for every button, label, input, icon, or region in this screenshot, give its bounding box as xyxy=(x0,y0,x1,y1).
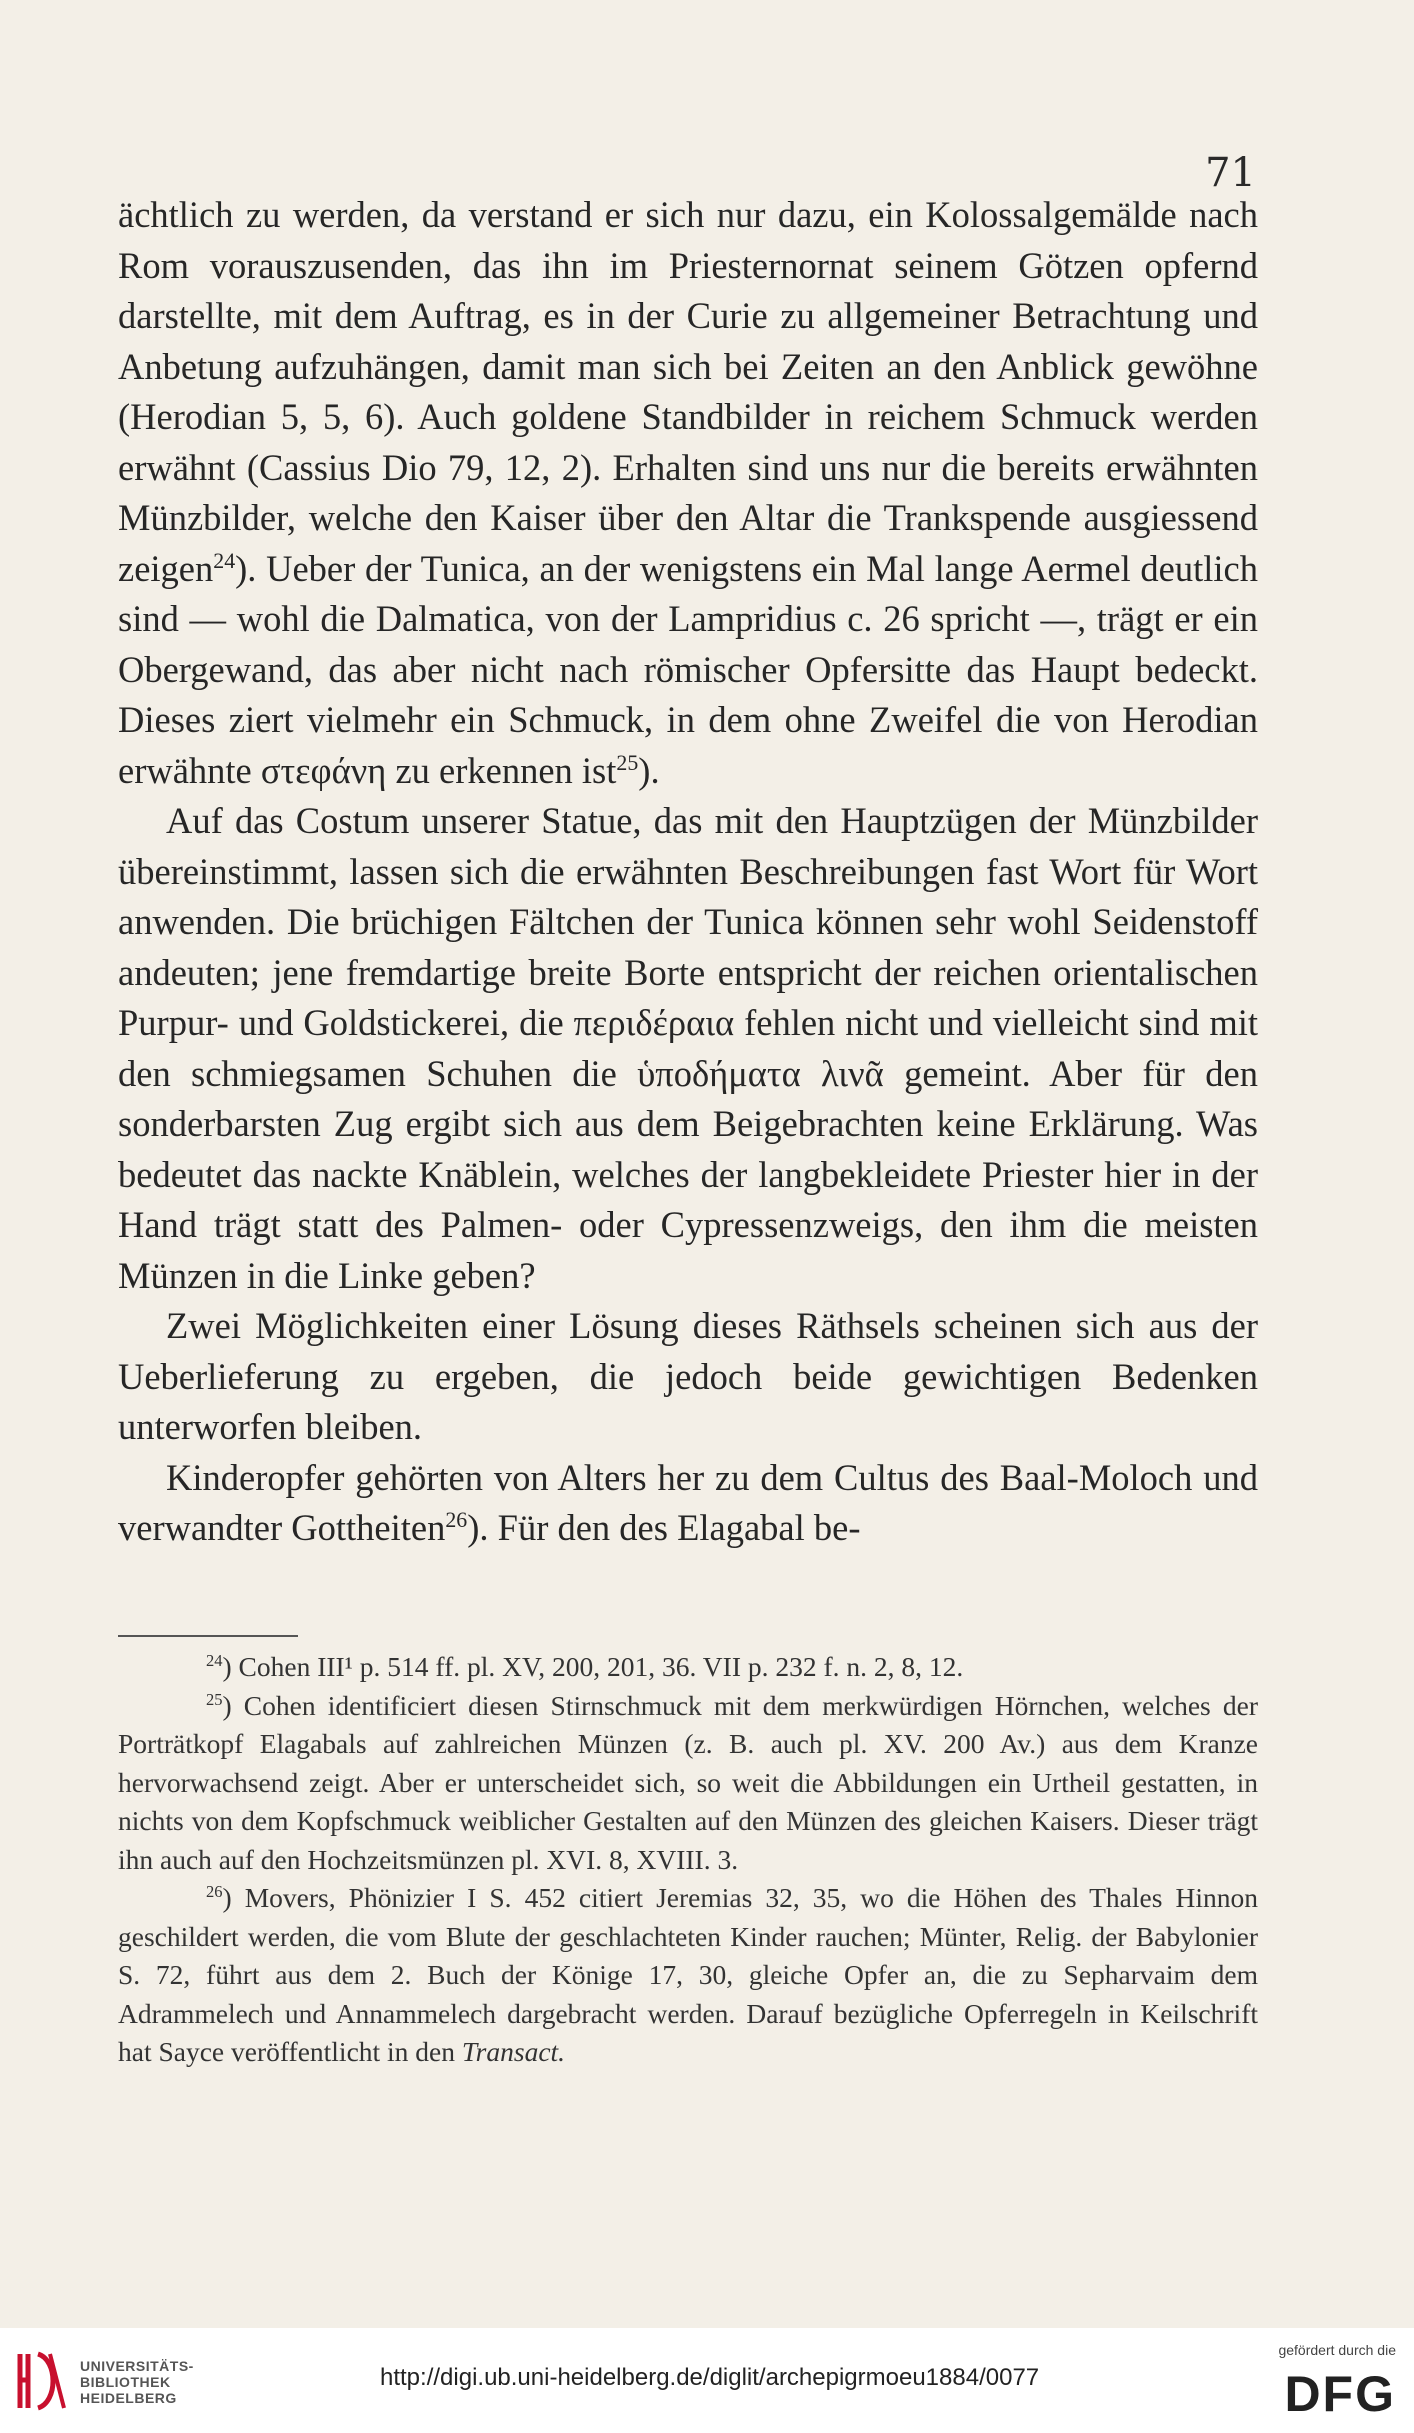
body-text xyxy=(118,190,1258,1554)
page-number: 71 xyxy=(1205,150,1256,196)
text-run: ). xyxy=(638,749,660,791)
footnote-marker: 24 xyxy=(213,547,236,573)
heidelberg-library-logo-icon xyxy=(14,2350,70,2412)
footnote-marker: 26 xyxy=(206,1881,223,1901)
footnote-marker: 24 xyxy=(206,1650,223,1670)
footnotes xyxy=(118,1648,1258,2072)
footnote-marker: 26 xyxy=(445,1506,468,1532)
footnote xyxy=(118,1879,1258,2072)
text-run: ) Movers, Phönizier I S. 452 citiert Jeremias 32, 35, wo die Höhen des Thales Hinnon geschildert werden, die vom Blute der geschlachteten Kinder rauchen; Münter, Relig. der Babylonier S. 72, führt aus dem 2. Buch der Könige 17, 30, gleiche Opfer an, die zu Sepharvaim dem Adrammelech und Annammelech dargebracht werden. Darauf bezügliche Opferregeln in Keilschrift hat Sayce veröffentlicht in den xyxy=(118,1882,1258,2067)
library-name xyxy=(80,2358,194,2406)
footnote xyxy=(118,1687,1258,1880)
library-name-line: UNIVERSITÄTS- xyxy=(80,2358,194,2374)
paragraph xyxy=(118,1453,1258,1554)
footnote-divider xyxy=(118,1635,298,1637)
viewer-footer xyxy=(0,2328,1414,2433)
text-run: ). Für den des Elagabal be- xyxy=(467,1507,861,1548)
paragraph xyxy=(118,1301,1258,1453)
paragraph xyxy=(118,190,1258,796)
library-name-line: HEIDELBERG xyxy=(80,2390,177,2406)
text-run: Auf das Costum unserer Statue, das mit den Hauptzügen der Münzbilder übereinstimmt, lassen sich die erwähnten Beschreibungen fast Wort für Wort anwenden. Die brüchigen Fältchen der Tunica können sehr wohl Seidenstoff andeuten; jene fremdartige breite Borte entspricht der reichen orientalischen Purpur- und Goldstickerei, die περιδέραια fehlen nicht und vielleicht sind mit den schmiegsamen Schuhen die ὑποδήματα λινᾶ gemeint. Aber für den sonderbarsten Zug ergibt sich aus dem Beigebrachten keine Erklärung. Was bedeutet das nackte Knäblein, welches der langbekleidete Priester hier in der Hand trägt statt des Palmen- oder Cypressenzweigs, den ihm die meisten Münzen in die Linke geben? xyxy=(118,800,1258,1296)
text-run: ) Cohen III¹ p. 514 ff. pl. XV, 200, 201, 36. VII p. 232 f. n. 2, 8, 12. xyxy=(222,1651,964,1682)
text-run: ). Ueber der Tunica, an der wenigstens ein Mal lange Aermel deutlich sind — wohl die Dalmatica, von der Lampridius c. 26 spricht —, trägt er ein Obergewand, das aber nicht nach römischer Opfersitte das Haupt bedeckt. Dieses ziert vielmehr ein Schmuck, in dem ohne Zweifel die von Herodian erwähnte στεφάνη zu erkennen ist xyxy=(118,547,1258,791)
permalink-url[interactable]: http://digi.ub.uni-heidelberg.de/diglit/archepigrmoeu1884/0077 xyxy=(380,2364,1040,2391)
dfg-logo: DFG xyxy=(1284,2366,1396,2422)
text-run: Kinderopfer gehörten von Alters her zu dem Cultus des Baal-Moloch und verwandter Gottheiten xyxy=(118,1456,1258,1548)
footnote-marker: 25 xyxy=(616,749,639,775)
library-name-line: BIBLIOTHEK xyxy=(80,2374,171,2390)
text-run: ächtlich zu werden, da verstand er sich nur dazu, ein Kolossalgemälde nach Rom vorauszusenden, das ihn im Priesternornat seinem Götzen opfernd darstellte, mit dem Auftrag, es in der Curie zu allgemeiner Betrachtung und Anbetung aufzuhängen, damit man sich bei Zeiten an den Anblick gewöhne (Herodian 5, 5, 6). Auch goldene Standbilder in reichem Schmuck werden erwähnt (Cassius Dio 79, 12, 2). Erhalten sind uns nur die bereits erwähnten Münzbilder, welche den Kaiser über den Altar die Trankspende ausgiessend zeigen xyxy=(118,194,1258,589)
paragraph xyxy=(118,796,1258,1301)
italic-text: Transact. xyxy=(461,2036,566,2067)
funded-by-label: gefördert durch die xyxy=(1278,2342,1396,2358)
footnote xyxy=(118,1648,1258,1687)
text-run: ) Cohen identificiert diesen Stirnschmuck mit dem merkwürdigen Hörnchen, welches der Porträtkopf Elagabals auf zahlreichen Münzen (z. B. auch pl. XV. 200 Av.) aus dem Kranze hervorwachsend zeigt. Aber er unterscheidet sich, so weit die Abbildungen ein Urtheil gestatten, in nichts von dem Kopfschmuck weiblicher Gestalten auf den Münzen des gleichen Kaisers. Dieser trägt ihn auch auf den Hochzeitsmünzen pl. XVI. 8, XVIII. 3. xyxy=(118,1689,1258,1875)
footnote-marker: 25 xyxy=(206,1689,223,1709)
text-run: Zwei Möglichkeiten einer Lösung dieses Räthsels scheinen sich aus der Ueberlieferung zu ergeben, die jedoch beide gewichtigen Bedenken unterworfen bleiben. xyxy=(118,1305,1258,1447)
